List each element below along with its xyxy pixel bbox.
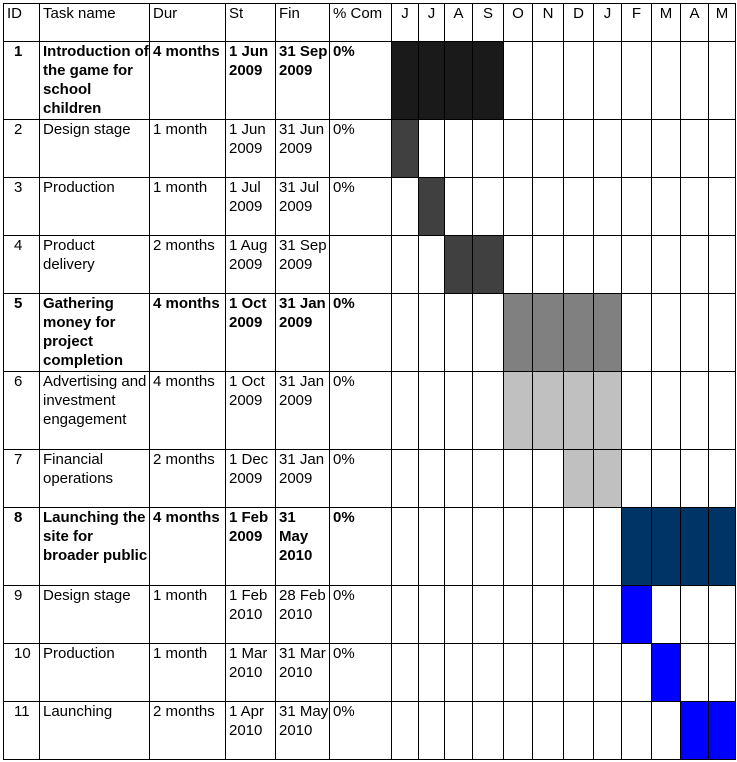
- gantt-cell: [681, 294, 709, 372]
- gantt-cell: [445, 508, 473, 586]
- header-percent-complete: % Com: [330, 4, 392, 42]
- gantt-cell: [392, 372, 419, 450]
- gantt-bar-segment: [473, 42, 504, 120]
- task-finish: 31 Sep 2009: [276, 236, 330, 294]
- gantt-cell: [419, 294, 445, 372]
- task-name: Product delivery: [40, 236, 150, 294]
- month-header: J: [392, 4, 419, 42]
- gantt-cell: [564, 586, 594, 644]
- header-duration: Dur: [150, 4, 226, 42]
- gantt-bar-segment: [709, 508, 736, 586]
- task-complete: 0%: [330, 42, 392, 120]
- gantt-cell: [622, 702, 652, 760]
- gantt-cell: [504, 644, 533, 702]
- table-row: [4, 294, 736, 372]
- task-complete: 0%: [330, 294, 392, 372]
- gantt-cell: [652, 42, 681, 120]
- task-start: 1 Jun 2009: [226, 120, 276, 178]
- gantt-cell: [533, 42, 564, 120]
- task-start: 1 Feb 2010: [226, 586, 276, 644]
- gantt-bar-segment: [392, 120, 419, 178]
- gantt-bar-segment: [419, 178, 445, 236]
- gantt-cell: [622, 120, 652, 178]
- table-row: [4, 178, 736, 236]
- task-name: Production: [40, 644, 150, 702]
- table-row: [4, 508, 736, 586]
- table-row: [4, 236, 736, 294]
- gantt-cell: [533, 178, 564, 236]
- gantt-cell: [564, 42, 594, 120]
- gantt-cell: [594, 644, 622, 702]
- gantt-cell: [392, 702, 419, 760]
- gantt-bar-segment: [533, 294, 564, 372]
- header-task-name: Task name: [40, 4, 150, 42]
- gantt-cell: [594, 586, 622, 644]
- task-name: Financial operations: [40, 450, 150, 508]
- task-duration: 1 month: [150, 644, 226, 702]
- gantt-cell: [594, 236, 622, 294]
- gantt-cell: [392, 508, 419, 586]
- month-header: A: [681, 4, 709, 42]
- gantt-cell: [681, 450, 709, 508]
- gantt-cell: [564, 236, 594, 294]
- gantt-cell: [445, 586, 473, 644]
- gantt-cell: [504, 42, 533, 120]
- task-id: 2: [4, 120, 40, 178]
- gantt-cell: [681, 42, 709, 120]
- gantt-cell: [473, 702, 504, 760]
- gantt-cell: [709, 178, 736, 236]
- task-finish: 28 Feb 2010: [276, 586, 330, 644]
- gantt-bar-segment: [564, 372, 594, 450]
- task-name: Launching the site for broader public: [40, 508, 150, 586]
- gantt-cell: [564, 508, 594, 586]
- task-start: 1 Dec 2009: [226, 450, 276, 508]
- task-duration: 4 months: [150, 508, 226, 586]
- gantt-cell: [681, 586, 709, 644]
- gantt-cell: [564, 178, 594, 236]
- gantt-cell: [533, 702, 564, 760]
- task-id: 5: [4, 294, 40, 372]
- gantt-cell: [622, 178, 652, 236]
- task-id: 9: [4, 586, 40, 644]
- gantt-cell: [622, 644, 652, 702]
- table-row: [4, 702, 736, 760]
- gantt-bar-segment: [445, 236, 473, 294]
- gantt-cell: [709, 644, 736, 702]
- task-finish: 31 Jul 2009: [276, 178, 330, 236]
- gantt-cell: [473, 450, 504, 508]
- gantt-cell: [652, 120, 681, 178]
- gantt-cell: [504, 508, 533, 586]
- gantt-cell: [392, 644, 419, 702]
- gantt-bar-segment: [681, 702, 709, 760]
- gantt-cell: [652, 372, 681, 450]
- gantt-cell: [681, 236, 709, 294]
- task-duration: 2 months: [150, 702, 226, 760]
- gantt-cell: [392, 178, 419, 236]
- gantt-cell: [622, 372, 652, 450]
- task-complete: 0%: [330, 702, 392, 760]
- gantt-table: [3, 3, 736, 760]
- gantt-cell: [533, 450, 564, 508]
- task-id: 8: [4, 508, 40, 586]
- task-duration: 1 month: [150, 178, 226, 236]
- gantt-cell: [419, 120, 445, 178]
- task-name: Launching: [40, 702, 150, 760]
- task-duration: 1 month: [150, 120, 226, 178]
- gantt-cell: [564, 120, 594, 178]
- task-start: 1 Jun 2009: [226, 42, 276, 120]
- gantt-cell: [392, 294, 419, 372]
- task-start: 1 Feb 2009: [226, 508, 276, 586]
- task-complete: 0%: [330, 450, 392, 508]
- task-complete: 0%: [330, 508, 392, 586]
- table-row: [4, 450, 736, 508]
- month-header: S: [473, 4, 504, 42]
- gantt-bar-segment: [652, 644, 681, 702]
- gantt-cell: [652, 236, 681, 294]
- month-header: J: [594, 4, 622, 42]
- task-name: Introduction of the game for school children: [40, 42, 150, 120]
- gantt-cell: [392, 450, 419, 508]
- header-id: ID: [4, 4, 40, 42]
- gantt-cell: [533, 508, 564, 586]
- gantt-cell: [622, 236, 652, 294]
- task-duration: 4 months: [150, 372, 226, 450]
- task-complete: 0%: [330, 586, 392, 644]
- gantt-cell: [652, 586, 681, 644]
- gantt-cell: [564, 702, 594, 760]
- task-name: Design stage: [40, 120, 150, 178]
- gantt-bar-segment: [445, 42, 473, 120]
- gantt-cell: [594, 178, 622, 236]
- header-finish: Fin: [276, 4, 330, 42]
- gantt-cell: [652, 178, 681, 236]
- month-header: N: [533, 4, 564, 42]
- month-header: M: [652, 4, 681, 42]
- gantt-cell: [622, 42, 652, 120]
- gantt-cell: [473, 508, 504, 586]
- task-complete: 0%: [330, 372, 392, 450]
- task-id: 6: [4, 372, 40, 450]
- gantt-bar-segment: [681, 508, 709, 586]
- task-finish: 31 Jan 2009: [276, 450, 330, 508]
- gantt-bar-segment: [709, 702, 736, 760]
- table-row: [4, 42, 736, 120]
- task-id: 4: [4, 236, 40, 294]
- gantt-bar-segment: [533, 372, 564, 450]
- gantt-cell: [504, 178, 533, 236]
- gantt-cell: [709, 450, 736, 508]
- header-start: St: [226, 4, 276, 42]
- gantt-cell: [419, 450, 445, 508]
- gantt-cell: [652, 702, 681, 760]
- task-start: 1 Mar 2010: [226, 644, 276, 702]
- task-list: [4, 42, 736, 760]
- gantt-cell: [681, 120, 709, 178]
- task-id: 11: [4, 702, 40, 760]
- gantt-bar-segment: [594, 294, 622, 372]
- gantt-cell: [445, 120, 473, 178]
- task-duration: 2 months: [150, 236, 226, 294]
- gantt-cell: [419, 508, 445, 586]
- task-id: 1: [4, 42, 40, 120]
- task-duration: 4 months: [150, 294, 226, 372]
- gantt-cell: [709, 236, 736, 294]
- gantt-cell: [681, 644, 709, 702]
- table-row: [4, 586, 736, 644]
- task-finish: 31 Mar 2010: [276, 644, 330, 702]
- gantt-bar-segment: [419, 42, 445, 120]
- task-name: Gathering money for project completion: [40, 294, 150, 372]
- month-header: J: [419, 4, 445, 42]
- task-finish: 31 Jan 2009: [276, 372, 330, 450]
- task-name: Design stage: [40, 586, 150, 644]
- gantt-cell: [473, 294, 504, 372]
- gantt-cell: [473, 644, 504, 702]
- gantt-bar-segment: [594, 450, 622, 508]
- gantt-cell: [594, 508, 622, 586]
- gantt-cell: [709, 586, 736, 644]
- gantt-bar-segment: [473, 236, 504, 294]
- task-duration: 4 months: [150, 42, 226, 120]
- gantt-cell: [709, 294, 736, 372]
- gantt-cell: [473, 120, 504, 178]
- gantt-bar-segment: [564, 450, 594, 508]
- task-duration: 2 months: [150, 450, 226, 508]
- gantt-cell: [504, 586, 533, 644]
- gantt-cell: [681, 372, 709, 450]
- gantt-bar-segment: [622, 508, 652, 586]
- gantt-cell: [445, 294, 473, 372]
- month-header: O: [504, 4, 533, 42]
- gantt-cell: [622, 294, 652, 372]
- task-start: 1 Oct 2009: [226, 372, 276, 450]
- gantt-cell: [504, 702, 533, 760]
- task-complete: [330, 236, 392, 294]
- month-header: D: [564, 4, 594, 42]
- gantt-bar-segment: [504, 294, 533, 372]
- month-header: F: [622, 4, 652, 42]
- gantt-cell: [533, 236, 564, 294]
- gantt-cell: [681, 178, 709, 236]
- task-finish: 31 Jan 2009: [276, 294, 330, 372]
- task-start: 1 Apr 2010: [226, 702, 276, 760]
- gantt-cell: [392, 236, 419, 294]
- gantt-bar-segment: [392, 42, 419, 120]
- task-start: 1 Oct 2009: [226, 294, 276, 372]
- task-finish: 31 May 2010: [276, 508, 330, 586]
- task-id: 7: [4, 450, 40, 508]
- month-header: M: [709, 4, 736, 42]
- task-complete: 0%: [330, 178, 392, 236]
- task-id: 10: [4, 644, 40, 702]
- task-finish: 31 Sep 2009: [276, 42, 330, 120]
- gantt-cell: [594, 42, 622, 120]
- gantt-cell: [622, 450, 652, 508]
- task-finish: 31 May 2010: [276, 702, 330, 760]
- gantt-cell: [419, 236, 445, 294]
- gantt-bar-segment: [652, 508, 681, 586]
- gantt-cell: [445, 450, 473, 508]
- gantt-cell: [419, 702, 445, 760]
- task-start: 1 Jul 2009: [226, 178, 276, 236]
- gantt-cell: [709, 372, 736, 450]
- gantt-cell: [473, 586, 504, 644]
- gantt-bar-segment: [594, 372, 622, 450]
- task-name: Production: [40, 178, 150, 236]
- gantt-cell: [652, 294, 681, 372]
- gantt-cell: [445, 372, 473, 450]
- gantt-cell: [594, 702, 622, 760]
- gantt-cell: [473, 178, 504, 236]
- task-duration: 1 month: [150, 586, 226, 644]
- gantt-cell: [504, 236, 533, 294]
- gantt-cell: [473, 372, 504, 450]
- task-name: Advertising and investment engagement: [40, 372, 150, 450]
- gantt-cell: [419, 586, 445, 644]
- gantt-cell: [504, 450, 533, 508]
- gantt-cell: [504, 120, 533, 178]
- gantt-bar-segment: [564, 294, 594, 372]
- task-start: 1 Aug 2009: [226, 236, 276, 294]
- task-complete: 0%: [330, 120, 392, 178]
- gantt-cell: [419, 644, 445, 702]
- task-complete: 0%: [330, 644, 392, 702]
- gantt-cell: [533, 644, 564, 702]
- gantt-cell: [445, 644, 473, 702]
- table-row: [4, 372, 736, 450]
- gantt-cell: [445, 178, 473, 236]
- header-row: [4, 4, 736, 42]
- table-row: [4, 644, 736, 702]
- month-header: A: [445, 4, 473, 42]
- table-row: [4, 120, 736, 178]
- gantt-bar-segment: [504, 372, 533, 450]
- gantt-cell: [392, 586, 419, 644]
- gantt-cell: [652, 450, 681, 508]
- gantt-cell: [709, 120, 736, 178]
- gantt-cell: [564, 644, 594, 702]
- task-id: 3: [4, 178, 40, 236]
- gantt-cell: [533, 120, 564, 178]
- gantt-cell: [594, 120, 622, 178]
- gantt-cell: [533, 586, 564, 644]
- gantt-cell: [419, 372, 445, 450]
- gantt-bar-segment: [622, 586, 652, 644]
- gantt-cell: [445, 702, 473, 760]
- task-finish: 31 Jun 2009: [276, 120, 330, 178]
- gantt-cell: [709, 42, 736, 120]
